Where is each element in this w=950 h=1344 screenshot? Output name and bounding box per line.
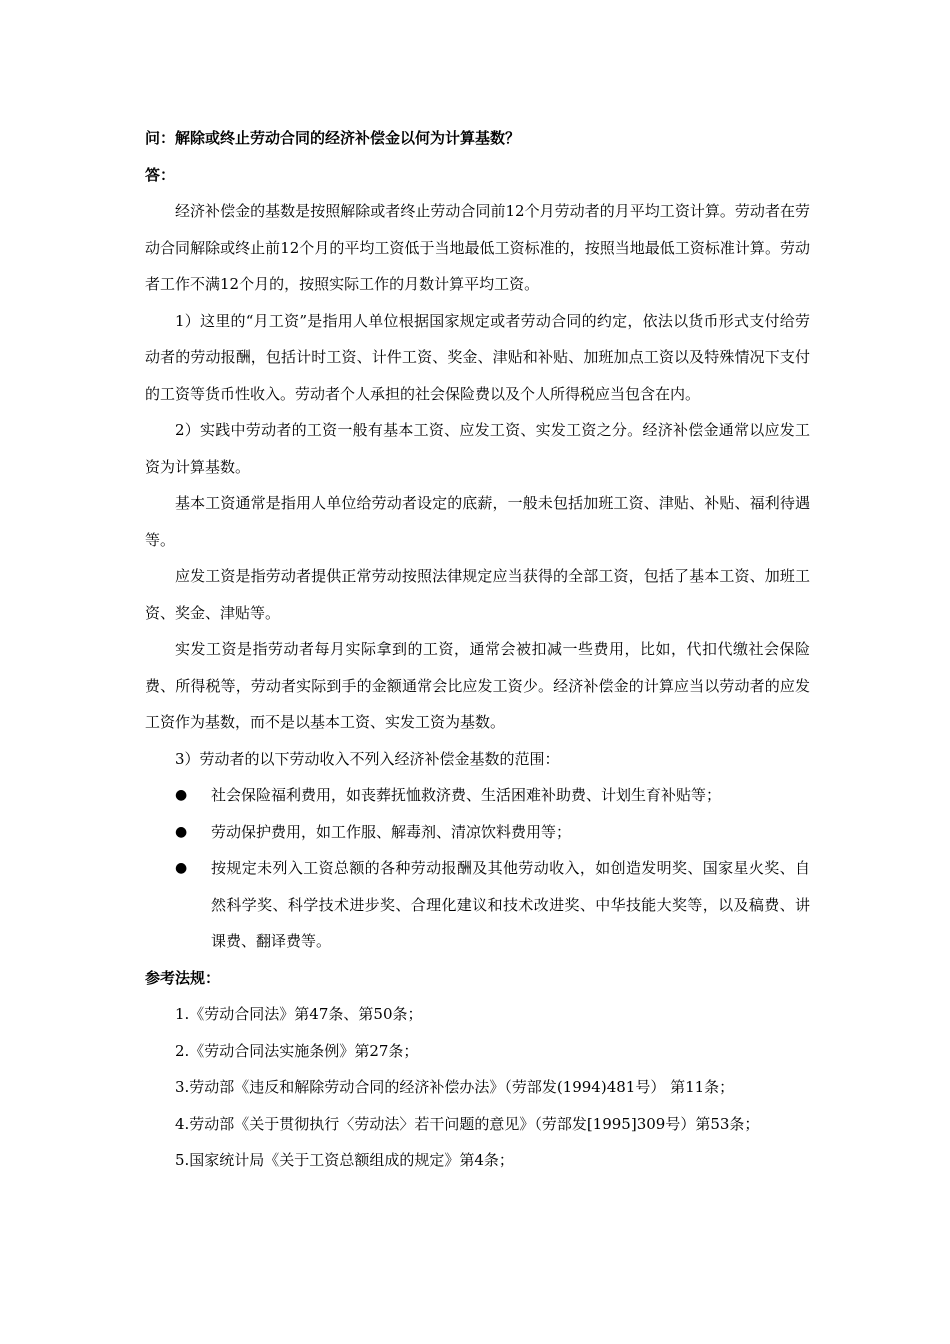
reference-item: 1.《劳动合同法》第47条、第50条；	[175, 1005, 423, 1023]
paragraph-basic-wage: 基本工资通常是指用人单位给劳动者设定的底薪，一般未包括加班工资、津贴、补贴、福利待遇等。	[145, 494, 810, 549]
paragraph-wage-types: 2）实践中劳动者的工资一般有基本工资、应发工资、实发工资之分。经济补偿金通常以应发工资为计算基数。	[145, 421, 810, 476]
list-item	[145, 777, 810, 814]
bullet-icon: ●	[175, 787, 188, 803]
paragraph-net-wage: 实发工资是指劳动者每月实际拿到的工资，通常会被扣减一些费用，比如，代扣代缴社会保险费、所得税等，劳动者实际到手的金额通常会比应发工资少。经济补偿金的计算应当以劳动者的应发工资作为基数，而不是以基本工资、实发工资为基数。	[145, 640, 810, 731]
paragraph-gross-wage: 应发工资是指劳动者提供正常劳动按照法律规定应当获得的全部工资，包括了基本工资、加班工资、奖金、津贴等。	[145, 567, 810, 622]
bullet-icon: ●	[175, 823, 188, 840]
references-heading: 参考法规：	[145, 968, 221, 987]
list-item	[145, 814, 810, 851]
reference-item: 5.国家统计局《关于工资总额组成的规定》第4条；	[175, 1151, 514, 1169]
paragraph-excluded-income: 3）劳动者的以下劳动收入不列入经济补偿金基数的范围：	[175, 749, 560, 768]
paragraph-compensation-base: 经济补偿金的基数是按照解除或者终止劳动合同前12个月劳动者的月平均工资计算。劳动者在劳动合同解除或终止前12个月的平均工资低于当地最低工资标准的，按照当地最低工资标准计算。劳动者工作不满12个月的，按照实际工作的月数计算平均工资。	[145, 202, 810, 293]
paragraph-monthly-wage: 1）这里的“月工资”是指用人单位根据国家规定或者劳动合同的约定，依法以货币形式支付给劳动者的劳动报酬，包括计时工资、计件工资、奖金、津贴和补贴、加班加点工资以及特殊情况下支付的工资等货币性收入。劳动者个人承担的社会保险费以及个人所得税应当包含在内。	[145, 311, 810, 403]
reference-item: 3.劳动部《违反和解除劳动合同的经济补偿办法》（劳部发(1994)481号） 第11条；	[175, 1078, 735, 1096]
list-item-text: 劳动保护费用，如工作服、解毒剂、清凉饮料费用等；	[211, 822, 572, 841]
reference-item: 2.《劳动合同法实施条例》第27条；	[175, 1041, 419, 1060]
list-item-text: 按规定未列入工资总额的各种劳动报酬及其他劳动收入，如创造发明奖、国家星火奖、自然科学奖、科学技术进步奖、合理化建议和技术改进奖、中华技能大奖等，以及稿费、讲课费、翻译费等。	[211, 859, 810, 950]
reference-item: 4.劳动部《关于贯彻执行〈劳动法〉若干问题的意见》（劳部发[1995]309号）第53条；	[175, 1114, 760, 1133]
bullet-icon: ●	[175, 860, 188, 876]
list-item-text: 社会保险福利费用，如丧葬抚恤救济费、生活困难补助费、计划生育补贴等；	[211, 786, 722, 804]
question-heading: 问：解除或终止劳动合同的经济补偿金以何为计算基数？	[145, 129, 521, 147]
document-page	[145, 120, 810, 1179]
answer-label: 答：	[145, 165, 176, 184]
list-item	[145, 850, 810, 960]
